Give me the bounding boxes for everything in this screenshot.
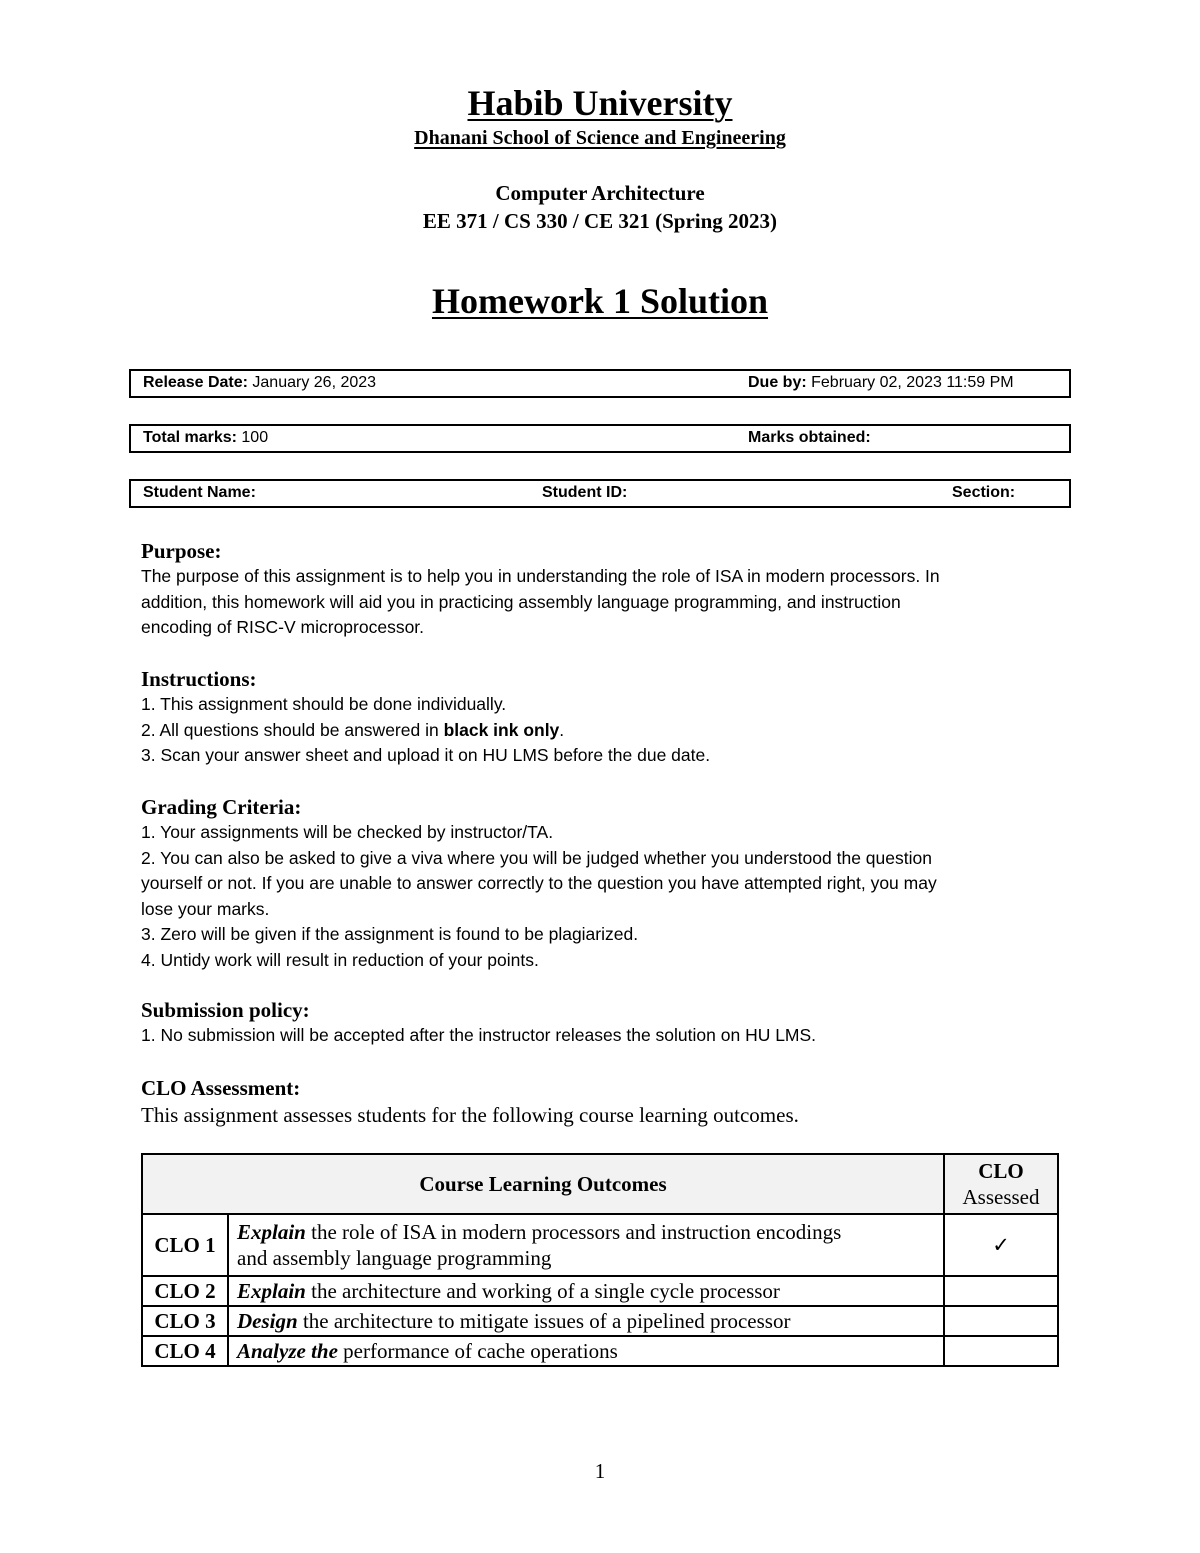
total-marks-label: Total marks: — [143, 429, 237, 446]
instructions-heading: Instructions: — [141, 667, 257, 691]
student-name-label: Student Name: — [143, 484, 256, 501]
clo-text: and assembly language programming — [237, 1246, 552, 1270]
clo-table — [141, 1153, 1059, 1367]
due-date — [748, 374, 1014, 392]
purpose-line: addition, this homework will aid you in practicing assembly language programming, and instruction — [141, 591, 901, 612]
grading-item: 2. You can also be asked to give a viva where you will be judged whether you understood the question — [141, 847, 932, 868]
clo-verb: Explain — [237, 1279, 306, 1303]
student-id-label: Student ID: — [542, 484, 628, 501]
purpose-section — [141, 538, 1061, 641]
clo-id: CLO 2 — [142, 1276, 228, 1306]
grading-item: 4. Untidy work will result in reduction of your points. — [141, 949, 539, 970]
instruction-text: . — [559, 719, 565, 740]
submission-section — [141, 997, 1061, 1049]
grading-item: 3. Zero will be given if the assignment is found to be plagiarized. — [141, 924, 639, 944]
total-marks-value: 100 — [236, 429, 269, 446]
table-row — [142, 1276, 1058, 1306]
clo-description — [228, 1214, 944, 1276]
release-due-box — [129, 369, 1071, 398]
clo-verb: Explain — [237, 1220, 306, 1244]
total-marks — [143, 429, 268, 447]
clo-text: performance of cache operations — [337, 1339, 618, 1363]
grading-item: lose your marks. — [141, 898, 270, 919]
due-date-value: February 02, 2023 11:59 PM — [806, 374, 1014, 391]
course-name: Computer Architecture — [495, 181, 705, 205]
clo-assessed-header-line: Assessed — [962, 1185, 1040, 1209]
clo-text: the architecture to mitigate issues of a pipelined processor — [297, 1309, 791, 1333]
clo-table-header — [142, 1154, 1058, 1214]
table-row — [142, 1336, 1058, 1366]
university-title: Habib University — [467, 83, 733, 123]
grading-item: yourself or not. If you are unable to answer correctly to the question you have attempted right, you may — [141, 873, 937, 893]
instruction-item: 1. This assignment should be done individually. — [141, 694, 507, 714]
submission-heading: Submission policy: — [141, 998, 310, 1022]
instruction-item: 3. Scan your answer sheet and upload it on HU LMS before the due date. — [141, 745, 711, 765]
clo-text: the role of ISA in modern processors and instruction encodings — [305, 1220, 842, 1244]
school-name: Dhanani School of Science and Engineering — [414, 127, 786, 149]
marks-box — [129, 424, 1071, 453]
clo-assessed-header — [944, 1154, 1058, 1214]
table-row — [142, 1306, 1058, 1336]
grading-section — [141, 794, 1061, 973]
purpose-line: encoding of RISC-V microprocessor. — [141, 617, 425, 637]
student-name — [143, 484, 256, 502]
grading-item: 1. Your assignments will be checked by instructor/TA. — [141, 822, 554, 842]
marks-obtained — [748, 429, 871, 447]
clo-id: CLO 1 — [142, 1214, 228, 1276]
clo-intro: This assignment assesses students for the following course learning outcomes. — [141, 1103, 799, 1127]
clo-id: CLO 4 — [142, 1336, 228, 1366]
clo-heading: CLO Assessment: — [141, 1076, 301, 1100]
release-date-value: January 26, 2023 — [247, 374, 377, 391]
clo-check-cell — [944, 1306, 1058, 1336]
clo-text: the architecture and working of a single cycle processor — [305, 1279, 780, 1303]
clo-check-cell — [944, 1336, 1058, 1366]
clo-description — [228, 1336, 944, 1366]
clo-assessed-header-line: CLO — [978, 1159, 1024, 1183]
release-date-label: Release Date: — [143, 374, 248, 391]
clo-check-cell — [944, 1276, 1058, 1306]
due-date-label: Due by: — [748, 374, 807, 391]
instruction-text: 2. All questions should be answered in — [141, 719, 444, 740]
assignment-title: Homework 1 Solution — [431, 281, 769, 321]
student-id — [542, 484, 627, 502]
checkmark-icon: ✓ — [992, 1233, 1010, 1257]
grading-heading: Grading Criteria: — [141, 795, 302, 819]
instruction-emphasis: black ink only — [443, 719, 560, 740]
clo-verb: Analyze the — [237, 1339, 338, 1363]
clo-description — [228, 1306, 944, 1336]
purpose-line: The purpose of this assignment is to help you in understanding the role of ISA in modern processors. In — [141, 566, 940, 586]
section-label: Section: — [952, 484, 1016, 501]
student-box — [129, 479, 1071, 508]
page-number: 1 — [594, 1459, 606, 1483]
clo-verb: Design — [237, 1309, 298, 1333]
clo-section — [141, 1075, 1061, 1129]
clo-description — [228, 1276, 944, 1306]
clo-id: CLO 3 — [142, 1306, 228, 1336]
instructions-section — [141, 666, 1061, 769]
course-code: EE 371 / CS 330 / CE 321 (Spring 2023) — [422, 209, 778, 233]
clo-outcomes-header: Course Learning Outcomes — [142, 1154, 944, 1214]
section-field — [952, 484, 1015, 502]
marks-obtained-label: Marks obtained: — [748, 429, 871, 446]
submission-item: 1. No submission will be accepted after the instructor releases the solution on HU LMS. — [141, 1025, 817, 1045]
clo-check-cell — [944, 1214, 1058, 1276]
instruction-item — [141, 718, 1061, 744]
table-row — [142, 1214, 1058, 1276]
purpose-heading: Purpose: — [141, 539, 222, 563]
release-date — [143, 374, 376, 392]
